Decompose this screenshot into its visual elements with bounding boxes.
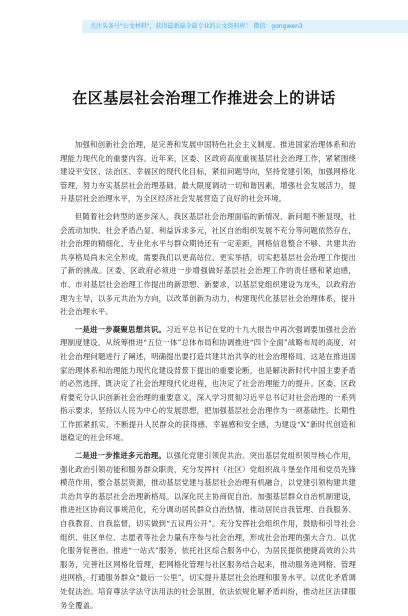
paragraph-text: 但随着社会转型的逐步深入，我区基层社会治理面临的新情况、新问题不断显现，社会流动加快、社会矛盾凸显、利益诉求多元，社区自治组织发展不充分等问题依然存在，社会治理的精细化、专业化水平与群众期待还有一定差距，网格信息整合不够、共建共治共享格局尚未完全形成，需要我们以更高站位、更实举措，切实把基层社会治理工作提出了新的挑战。区委、区政府必须进一步增强做好基层社会治理工作的责任感和紧迫感，市、市对基层社会治理工作提出的新思想、新要求，以基层党组织建设为龙头，以政府治理为主导，以多元共治为方向，以改革创新为动力，构建现代化基层社会治理体系，提升社会治理水平。 xyxy=(60,211,356,317)
page-title: 在区基层社会治理工作推进会上的讲话 xyxy=(72,89,336,107)
paragraph-point-1 xyxy=(60,323,356,445)
paragraph-lead: 一是进一步凝聚思想共识。 xyxy=(74,324,167,334)
paragraph-point-2 xyxy=(60,449,356,612)
paragraph-challenges xyxy=(60,210,356,319)
paragraph-text: 加强和创新社会治理，是完善和发展中国特色社会主义制度、推进国家治理体系和治理能力现代化的重要内容。近年来，区委、区政府高度重视基层社会治理工作，紧紧围绕建设平安区、法治区、幸福区的现代化目标，紧扣问题导向，坚持党建引领，加强网格化管理，努力夯实基层社会治理基础，最大限度调动一切和谐因素，增强社会发展活力，提升基层社会治理水平，为全区经济社会发展营造了良好的社会环境。 xyxy=(60,140,356,204)
document-body xyxy=(60,138,356,616)
paragraph-lead: 二是进一步推进多元治理。 xyxy=(74,451,167,461)
paragraph-text: 习近平总书记在党的十九大报告中再次强调要加强社会治理制度建设，从统筹推进“五位一体”总体布局和协调推进“四个全面”战略布局的高度，对社会治理问题进行了阐述，明确提出要打造共建共治共享的社会治理格局，这是在推进国家治理体系和治理能力现代化建设背景下提出的重要论断，也是解决新时代中国主要矛盾的必然选择，既决定了社会治理现代化进程，也决定了社会治理能力的提升。区委、区政府要充分认识创新社会治理的重要意义，深入学习贯彻习近平总书记对社会治理的一系列指示要求，坚持以人民为中心的发展思想，把加强基层社会治理作为一项基础性、长期性工作抓紧抓实，不断提升人民群众的获得感、幸福感和安全感，为建设“X”新时代创造和谐稳定的社会环境。 xyxy=(60,324,356,443)
promo-banner[interactable] xyxy=(82,20,408,33)
paragraph-text: 以强化党建引领促共治。突出基层党组织领导核心作用，强化政治引领功能和服务群众职责，充分发挥村（社区）党组织战斗堡垒作用和党员先锋模范作用，整合基层资源，推动基层党建与基层社会治理有机融合，以党建引领构建共建共治共享的基层社会治理新格局。以深化民主协商促自治。加强基层群众自治机制建设，推进社区协商议事规范化，充分调动居民群众自治热情，推动居民自我管理、自我服务、自我教育、自我监督，切实做到“五议两公开”。充分发挥社会组织作用，鼓励和引导社会组织、驻区单位、志愿者等社会力量有序参与社会治理，形成社会治理的强大合力。以优化服务促善治。推进“一站式”服务，依托社区综合服务中心，为居民提供便捷高效的公共服务，完善社区网格化管理，把网格化管理与社区服务结合起来，推动服务进网格、管理进网格，打通服务群众“最后一公里”，切实提升基层社会治理和服务水平。以优化矛盾调处促法治。培育尊法学法守法用法的社会氛围，依法依规化解矛盾纠纷，推动社区法律服务全覆盖。 xyxy=(60,451,356,610)
promo-banner-text: 关注头条号"公文材料"，获得最新最全最专业的公文资料库！ 微信：gongwen3 xyxy=(90,23,303,30)
paragraph-intro xyxy=(60,138,356,206)
